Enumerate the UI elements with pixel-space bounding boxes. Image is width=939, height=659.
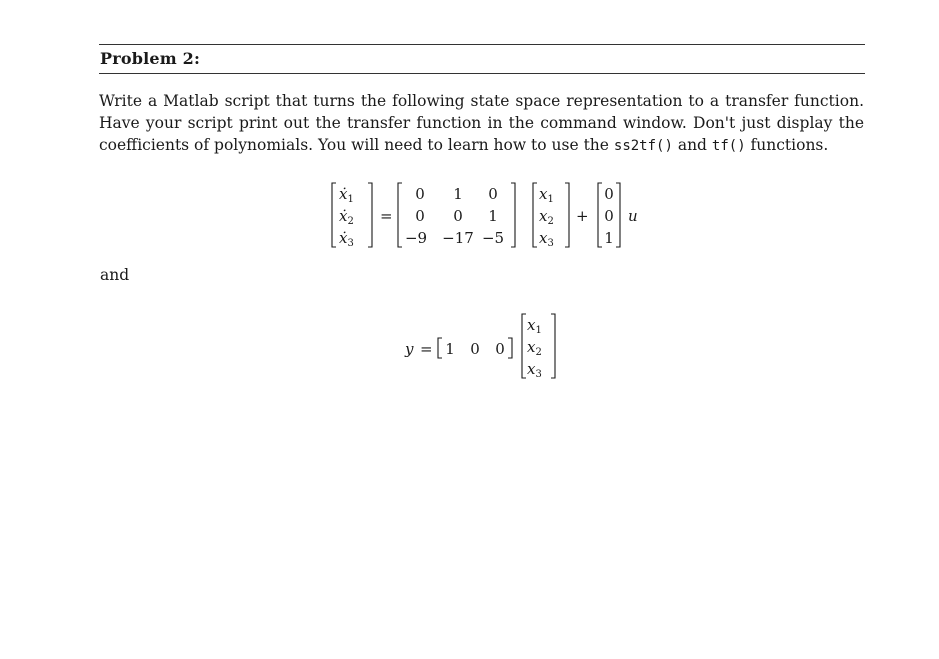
state-equation xyxy=(320,175,660,255)
input-u: u xyxy=(628,207,638,225)
state-equals: = xyxy=(380,207,393,225)
y-x2: $x_2$ xyxy=(527,338,542,358)
c-bracket-right xyxy=(508,338,512,358)
statement-and: and xyxy=(672,136,712,154)
statement-end: functions. xyxy=(745,136,829,154)
y-x-bracket-right xyxy=(551,314,555,378)
b-cell-3: 1 xyxy=(604,229,614,247)
a-cell-11: 0 xyxy=(415,185,425,203)
a-cell-23: 1 xyxy=(488,207,498,225)
b-cell-1: 0 xyxy=(604,185,614,203)
xdot-bracket-right xyxy=(368,183,372,247)
a-bracket-right xyxy=(511,183,515,247)
a-cell-13: 0 xyxy=(488,185,498,203)
xdot3: ẋ$_3$ xyxy=(339,229,354,249)
c-cell-3: 0 xyxy=(495,340,505,358)
a-cell-21: 0 xyxy=(415,207,425,225)
statement-text: Write a Matlab script that turns the following state space representation to a transfer function. Have your script print out the transfer function in the command window. Don't just display the coefficients of polynomials. You will need to learn how to use the xyxy=(99,92,864,154)
a-cell-22: 0 xyxy=(453,207,463,225)
xdot-bracket-left xyxy=(332,183,336,247)
a-cell-33: −5 xyxy=(481,229,505,247)
c-bracket-left xyxy=(438,338,442,358)
y-x3: $x_3$ xyxy=(527,360,542,380)
b-cell-2: 0 xyxy=(604,207,614,225)
x-bracket-left xyxy=(533,183,537,247)
xdot1: ẋ$_1$ xyxy=(339,185,354,205)
b-bracket-left xyxy=(598,183,602,247)
output-y: y xyxy=(405,340,414,358)
y-x1: $x_1$ xyxy=(527,316,542,336)
a-bracket-left xyxy=(398,183,402,247)
xdot2: ẋ$_2$ xyxy=(339,207,354,227)
problem-statement xyxy=(99,90,864,157)
c-cell-2: 0 xyxy=(470,340,480,358)
x1: $x_1$ xyxy=(539,185,554,205)
x-bracket-right xyxy=(565,183,569,247)
a-cell-32: −17 xyxy=(442,229,474,247)
problem-title: Problem 2: xyxy=(100,49,201,68)
b-bracket-right xyxy=(616,183,620,247)
ss2tf-function: ss2tf() xyxy=(613,138,673,154)
top-rule xyxy=(99,44,865,45)
y-x-bracket-left xyxy=(522,314,526,378)
state-plus: + xyxy=(576,207,589,225)
a-cell-31: −9 xyxy=(404,229,428,247)
output-equation xyxy=(400,310,570,382)
a-cell-12: 1 xyxy=(453,185,463,203)
x3: $x_3$ xyxy=(539,229,554,249)
header-rule xyxy=(99,73,865,74)
output-equals: = xyxy=(420,340,433,358)
and-connector: and xyxy=(100,266,130,284)
x2: $x_2$ xyxy=(539,207,554,227)
tf-function: tf() xyxy=(711,138,746,154)
c-cell-1: 1 xyxy=(445,340,455,358)
